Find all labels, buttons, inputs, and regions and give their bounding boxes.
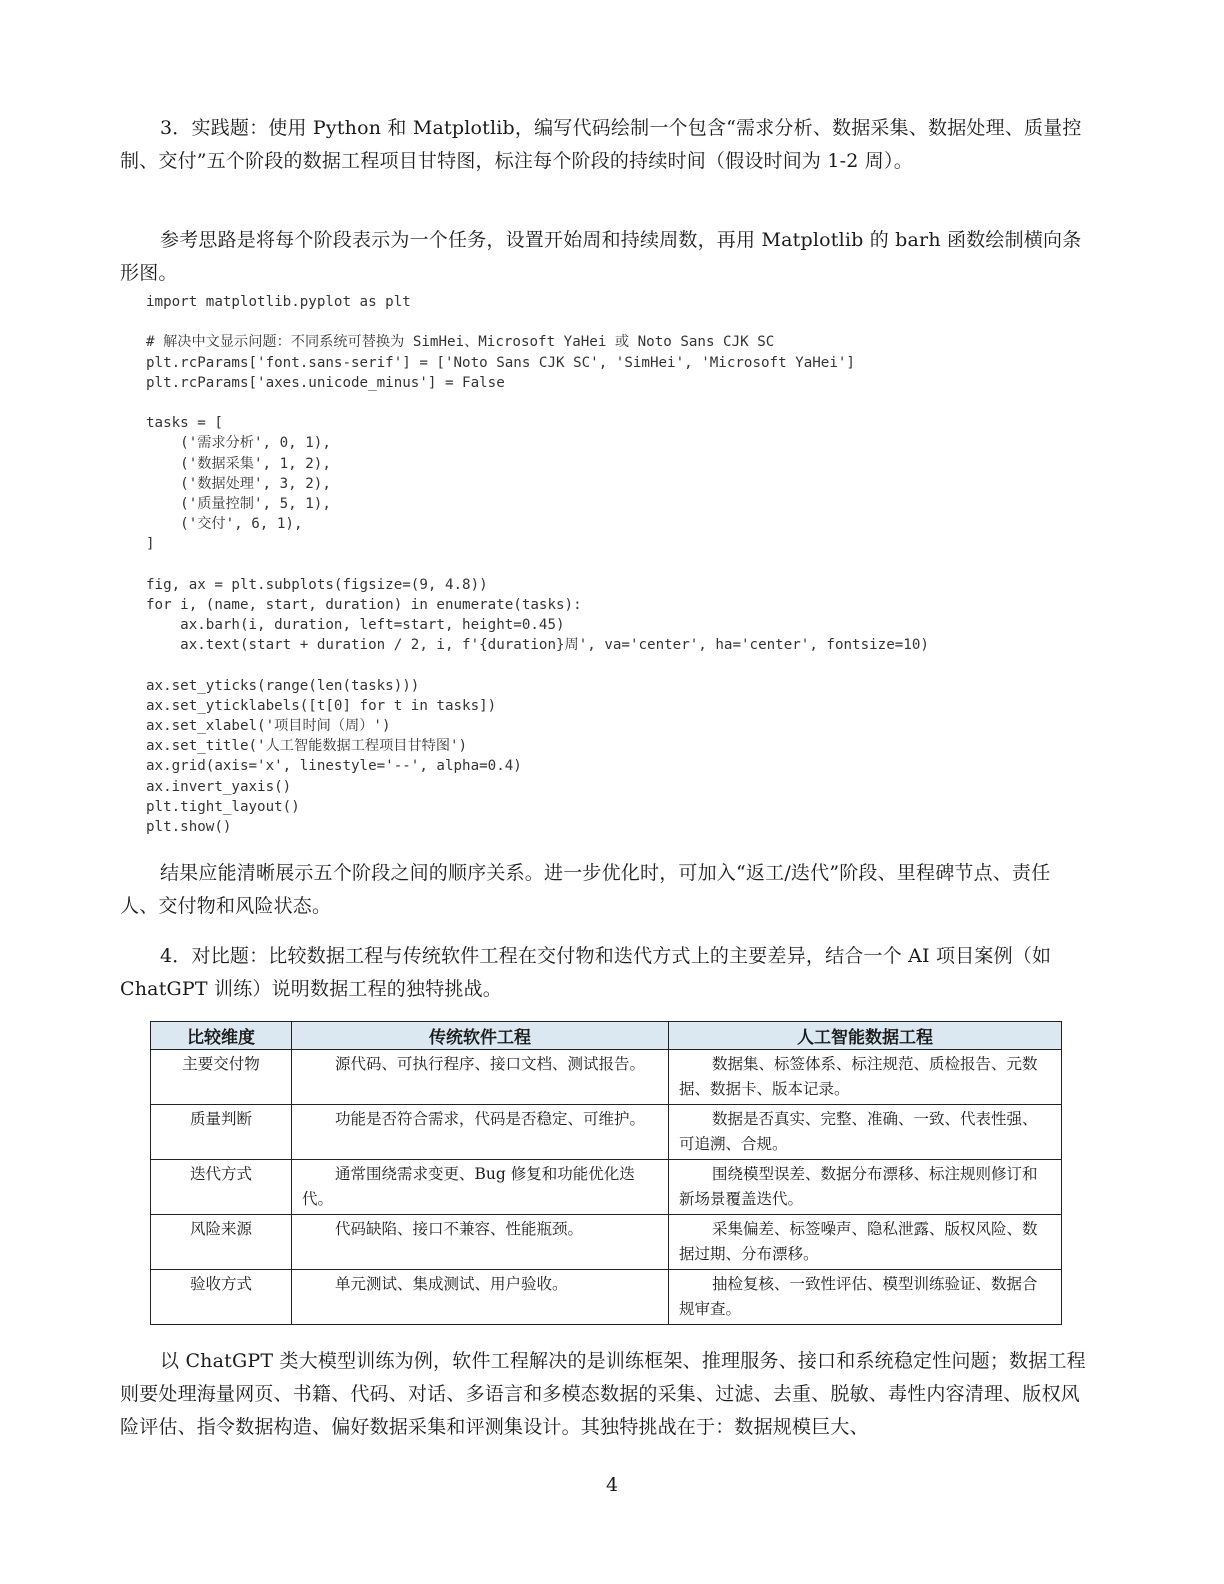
code-line: ax.invert_yaxis() — [146, 778, 292, 795]
code-line: ax.grid(axis='x', linestyle='--', alpha=0.4) — [146, 758, 522, 775]
code-line: tasks = [ — [146, 415, 223, 432]
table-cell-software: 通常围绕需求变更、Bug 修复和功能优化迭代。 — [292, 1160, 669, 1215]
code-line: ax.set_yticks(range(len(tasks))) — [146, 677, 420, 694]
code-line: ('数据采集', 1, 2), — [146, 455, 331, 472]
table-cell-dimension: 质量判断 — [151, 1105, 292, 1160]
table-cell-ai-data: 抽检复核、一致性评估、模型训练验证、数据合规审查。 — [669, 1270, 1062, 1325]
table-header-cell: 比较维度 — [151, 1022, 292, 1050]
table-header-cell: 人工智能数据工程 — [669, 1022, 1062, 1050]
question-3-prompt: 3．实践题：使用 Python 和 Matplotlib，编写代码绘制一个包含“需求分析、数据采集、数据处理、质量控制、交付”五个阶段的数据工程项目甘特图，标注每个阶段的持续时间（假设时间为 1-2 周）。 — [120, 117, 1082, 172]
table-cell-dimension: 风险来源 — [151, 1215, 292, 1270]
code-line — [146, 655, 1146, 675]
code-line: plt.rcParams['font.sans-serif'] = ['Noto Sans CJK SC', 'SimHei', 'Microsoft YaHei'] — [146, 354, 855, 371]
code-line: ax.set_xlabel('项目时间（周）') — [146, 717, 391, 734]
code-line — [146, 312, 1146, 332]
code-line: ('交付', 6, 1), — [146, 516, 303, 533]
code-line: ax.set_yticklabels([t[0] for t in tasks]) — [146, 697, 497, 714]
code-line — [146, 554, 1146, 574]
question-3-result: 结果应能清晰展示五个阶段之间的顺序关系。进一步优化时，可加入“返工/迭代”阶段、里程碑节点、责任人、交付物和风险状态。 — [120, 862, 1051, 917]
table-row — [151, 1215, 1062, 1270]
code-line: fig, ax = plt.subplots(figsize=(9, 4.8)) — [146, 576, 488, 593]
code-line: # 解决中文显示问题：不同系统可替换为 SimHei、Microsoft YaHei 或 Noto Sans CJK SC — [146, 334, 775, 351]
table-cell-software: 源代码、可执行程序、接口文档、测试报告。 — [292, 1050, 669, 1105]
table-cell-ai-data: 数据集、标签体系、标注规范、质检报告、元数据、数据卡、版本记录。 — [669, 1050, 1062, 1105]
table-header-row — [151, 1022, 1062, 1050]
table-cell-ai-data: 围绕模型误差、数据分布漂移、标注规则修订和新场景覆盖迭代。 — [669, 1160, 1062, 1215]
table-cell-dimension: 验收方式 — [151, 1270, 292, 1325]
table-cell-software: 代码缺陷、接口不兼容、性能瓶颈。 — [292, 1215, 669, 1270]
code-line: ax.barh(i, duration, left=start, height=0.45) — [146, 617, 565, 633]
table-row — [151, 1270, 1062, 1325]
code-line: ('数据处理', 3, 2), — [146, 475, 331, 492]
question-3-hint: 参考思路是将每个阶段表示为一个任务，设置开始周和持续周数，再用 Matplotlib 的 barh 函数绘制横向条形图。 — [120, 229, 1082, 284]
table-header-cell: 传统软件工程 — [292, 1022, 669, 1050]
table-cell-software: 单元测试、集成测试、用户验收。 — [292, 1270, 669, 1325]
code-line: ('需求分析', 0, 1), — [146, 435, 331, 452]
code-line: ax.text(start + duration / 2, i, f'{duration}周', va='center', ha='center', fontsize=10) — [146, 637, 929, 654]
code-line: for i, (name, start, duration) in enumerate(tasks): — [146, 596, 582, 613]
table-cell-software: 功能是否符合需求，代码是否稳定、可维护。 — [292, 1105, 669, 1160]
table-cell-dimension: 迭代方式 — [151, 1160, 292, 1215]
code-line: ] — [146, 536, 155, 553]
table-cell-ai-data: 数据是否真实、完整、准确、一致、代表性强、可追溯、合规。 — [669, 1105, 1062, 1160]
question-4-prompt: 4．对比题：比较数据工程与传统软件工程在交付物和迭代方式上的主要差异，结合一个 AI 项目案例（如 ChatGPT 训练）说明数据工程的独特挑战。 — [120, 945, 1052, 1000]
code-line: ax.set_title('人工智能数据工程项目甘特图') — [146, 738, 468, 755]
code-line: import matplotlib.pyplot as plt — [146, 294, 411, 310]
code-line: plt.tight_layout() — [146, 798, 300, 815]
code-block — [146, 292, 1146, 837]
code-line: plt.rcParams['axes.unicode_minus'] = False — [146, 374, 505, 391]
code-line: ('质量控制', 5, 1), — [146, 495, 331, 512]
comparison-table — [150, 1021, 1062, 1325]
question-4-discussion: 以 ChatGPT 类大模型训练为例，软件工程解决的是训练框架、推理服务、接口和系统稳定性问题；数据工程则要处理海量网页、书籍、代码、对话、多语言和多模态数据的采集、过滤、去重、脱敏、毒性内容清理、版权风险评估、指令数据构造、偏好数据采集和评测集设计。其独特挑战在于：数据规模巨大、 — [120, 1350, 1086, 1438]
table-cell-dimension: 主要交付物 — [151, 1050, 292, 1105]
table-row — [151, 1105, 1062, 1160]
page-number: 4 — [605, 1474, 619, 1496]
table-cell-ai-data: 采集偏差、标签噪声、隐私泄露、版权风险、数据过期、分布漂移。 — [669, 1215, 1062, 1270]
table-row — [151, 1160, 1062, 1215]
table-row — [151, 1050, 1062, 1105]
code-line: plt.show() — [146, 818, 232, 835]
code-line — [146, 393, 1146, 413]
